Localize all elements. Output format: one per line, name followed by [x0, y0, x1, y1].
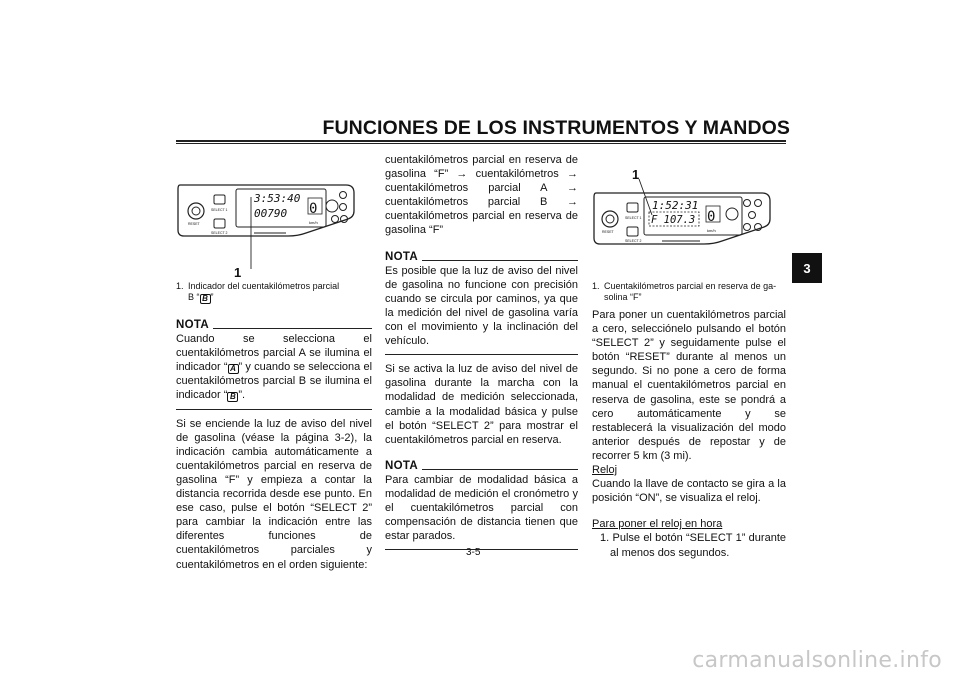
nota-3-text: Para cambiar de modalidad básica a modalidad de medición el cronómetro y el cuentakilómetros parcial con compensación de distancia tienen que estar parados. — [385, 473, 578, 543]
nota-heading: NOTA — [176, 318, 372, 332]
paragraph: Si se enciende la luz de aviso del nivel de gasolina (véase la página 3-2), la indicación cambia automáticamente a cuentakilómetros parcial en reserva de gasolina “F” y empieza a contar la distancia recorrida desde ese punto. En ese caso, pulse el botón “SELECT 2” para cambiar la indicación entre las diferentes funciones de cuentakilómetros parciales y cuentakilómetros en el orden siguiente: — [176, 417, 372, 571]
nota-heading: NOTA — [385, 459, 578, 473]
figure-2-select1: SELECT 1 — [625, 216, 642, 220]
caption-number: 1. — [176, 281, 184, 291]
figure-1-caption — [176, 281, 372, 304]
nota-end-rule — [176, 409, 372, 410]
chapter-tab: 3 — [792, 253, 822, 283]
figure-1-callout: 1 — [234, 265, 242, 280]
figure-2-clock: 1:52:31 — [652, 199, 699, 212]
trip-b-indicator-icon: B — [227, 392, 238, 402]
step-1: 1. Pulse el botón “SELECT 1” durante al menos dos segundos. — [600, 532, 786, 559]
page-number: 3-5 — [466, 547, 481, 558]
column-1 — [176, 153, 372, 572]
nota-2-text: Es posible que la luz de aviso del nivel de gasolina no funcione con precisión cuando se circula por caminos, ya que la medición del nivel de gasolina varía con el movimiento y la inclinación del vehículo. — [385, 264, 578, 348]
figure-1-gear: 0 — [309, 201, 318, 217]
figure-2-callout: 1 — [632, 167, 640, 182]
watermark: carmanualsonline.info — [692, 648, 942, 673]
paragraph: Si se activa la luz de aviso del nivel de gasolina durante la marcha con la modalidad de medición seleccionada, cambie a la modalidad básica y pulse el botón “SELECT 2” para mostrar el cuentakilómetros parcial en reserva. — [385, 363, 578, 446]
figure-2 — [592, 153, 786, 281]
instrument-panel-illustration-2 — [592, 153, 786, 281]
caption-line: B “ — [188, 292, 200, 302]
figure-1 — [176, 153, 372, 281]
figure-2-caption — [592, 281, 786, 303]
figure-1-odometer: 00790 — [254, 207, 288, 220]
figure-2-odometer: F 107.3 — [651, 214, 696, 226]
trip-a-indicator-icon: A — [228, 364, 239, 374]
caption-line: ” — [210, 292, 214, 302]
nota-end-rule — [385, 354, 578, 355]
caption-line: Indicador del cuentakilómetros parcial — [188, 281, 340, 291]
figure-1-unit: km/h — [309, 220, 318, 225]
header-rule — [176, 140, 786, 142]
figure-2-gear: 0 — [707, 209, 716, 225]
column-3 — [592, 153, 786, 560]
figure-2-select2: SELECT 2 — [625, 239, 642, 243]
paragraph: cuentakilómetros parcial en reserva de gasolina “F” → cuentakilómetros → cuentakilómetros parcial A → cuentakilómetros parcial B → cuentakilómetros parcial en reserva de gasolina “F” — [385, 154, 578, 237]
figure-1-clock: 3:53:40 — [254, 192, 301, 205]
instrument-panel-illustration-1 — [176, 153, 372, 281]
paragraph: Cuando la llave de contacto se gira a la posición “ON”, se visualiza el reloj. — [592, 478, 786, 505]
figure-2-reset: RESET — [602, 230, 614, 234]
nota-end-rule — [385, 549, 578, 550]
caption-number: 1. — [592, 281, 600, 291]
paragraph: Para poner un cuentakilómetros parcial a cero, selecciónelo pulsando el botón “SELECT 2” y seguidamente pulse el botón “RESET” durante al menos un segundo. Si no pone a cero de forma manual el cuentakilómetros parcial en reserva de gasolina, este se pondrá a cero automáticamente y se restablecerá la visualización del modo anterior después de repostar y de recorrer 5 km (3 mi). — [592, 309, 786, 462]
section-heading-set-clock: Para poner el reloj en hora — [592, 518, 723, 531]
figure-1-select2: SELECT 2 — [211, 231, 228, 235]
page-title: FUNCIONES DE LOS INSTRUMENTOS Y MANDOS — [322, 117, 790, 139]
figure-2-unit: km/h — [707, 228, 716, 233]
figure-1-select1: SELECT 1 — [211, 208, 228, 212]
nota-heading: NOTA — [385, 250, 578, 264]
figure-1-reset: RESET — [188, 222, 200, 226]
column-2 — [385, 153, 578, 557]
nota-1-text: Cuando se selecciona el cuentakilómetros parcial A se ilumina el indicador “ A ” y cuando se selecciona el cuentakilómetros parcial B se ilumina el indicador “ B ”. — [176, 333, 373, 402]
trip-b-indicator-icon: B — [200, 294, 211, 304]
header-rule-thin — [176, 143, 786, 144]
section-heading-reloj: Reloj — [592, 464, 618, 477]
caption-line: Cuentakilómetros parcial en reserva de ga- — [604, 281, 777, 291]
caption-line: solina “F” — [604, 292, 642, 302]
